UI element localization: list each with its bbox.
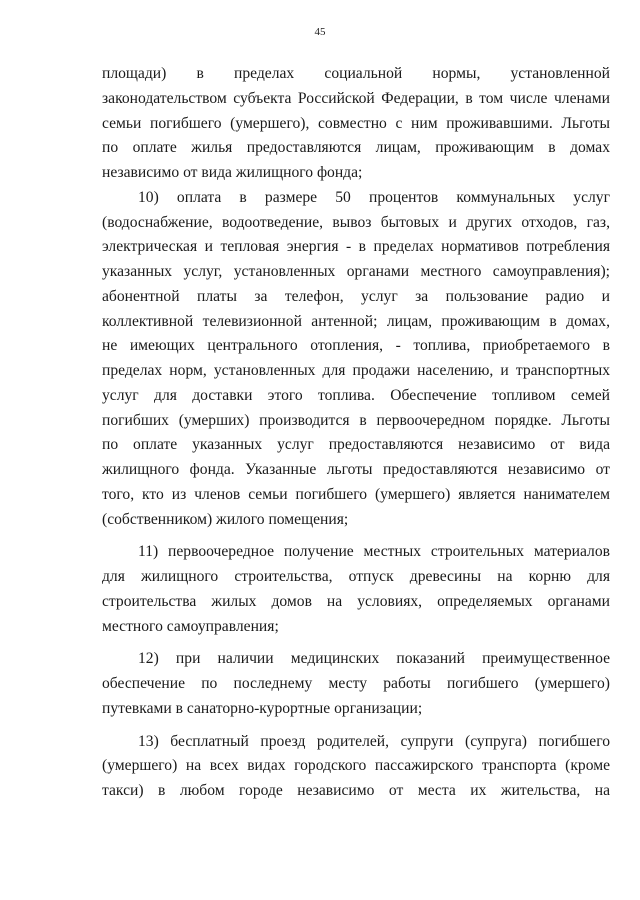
text-line: 11) первоочередное получение местных строительных материалов xyxy=(138,543,610,561)
text-line: погибших (умерших) производится в первоочередном порядке. Льготы xyxy=(102,411,610,429)
text-line: семьи погибшего (умершего), совместно с ним проживавшими. Льготы xyxy=(102,114,610,132)
text-line: местного самоуправления; xyxy=(102,617,279,635)
text-line: строительства жилых домов на условиях, определяемых органами xyxy=(102,592,610,610)
text-line: 13) бесплатный проезд родителей, супруги (супруга) погибшего xyxy=(138,732,610,750)
text-line: 10) оплата в размере 50 процентов коммунальных услуг xyxy=(138,188,610,206)
text-line: того, кто из членов семьи погибшего (умершего) является нанимателем xyxy=(102,485,610,503)
paragraph-gap xyxy=(102,722,610,730)
text-line: (умершего) на всех видах городского пассажирского транспорта (кроме xyxy=(102,757,610,775)
paragraph-gap xyxy=(102,639,610,647)
document-body xyxy=(102,62,610,804)
paragraph-gap xyxy=(102,532,610,540)
text-line: путевками в санаторно-курортные организации; xyxy=(102,699,423,717)
text-line: по оплате указанных услуг предоставляются независимо от вида xyxy=(102,436,610,454)
text-line: 12) при наличии медицинских показаний преимущественное xyxy=(138,650,610,668)
text-line: пределах норм, установленных для продажи населению, и транспортных xyxy=(102,362,610,379)
text-line: площади) в пределах социальной нормы, установленной xyxy=(102,65,610,82)
text-line: услуг для доставки этого топлива. Обеспечение топливом семей xyxy=(102,386,610,404)
text-line: по оплате жилья предоставляются лицам, проживающим в домах xyxy=(102,139,610,157)
text-line: такси) в любом городе независимо от места их жительства, на xyxy=(102,782,610,799)
text-line: обеспечение по последнему месту работы погибшего (умершего) xyxy=(102,675,610,692)
text-line: абонентной платы за телефон, услуг за пользование радио и xyxy=(102,287,610,305)
text-line: для жилищного строительства, отпуск древесины на корню для xyxy=(102,568,610,585)
text-line: электрическая и тепловая энергия - в пределах нормативов потребления xyxy=(102,238,610,256)
text-line: (собственником) жилого помещения; xyxy=(102,510,349,528)
text-line: законодательством субъекта Российской Федерации, в том числе членами xyxy=(102,89,610,107)
text-line: не имеющих центрального отопления, - топлива, приобретаемого в xyxy=(102,337,610,355)
text-line: указанных услуг, установленных органами местного самоуправления); xyxy=(102,263,610,280)
text-line: независимо от вида жилищного фонда; xyxy=(102,164,363,181)
text-line: коллективной телевизионной антенной; лицам, проживающим в домах, xyxy=(102,312,610,330)
text-line: жилищного фонда. Указанные льготы предоставляются независимо от xyxy=(102,461,610,478)
page-number: 45 xyxy=(314,26,326,38)
text-line: (водоснабжение, водоотведение, вывоз бытовых и других отходов, газ, xyxy=(102,213,610,231)
